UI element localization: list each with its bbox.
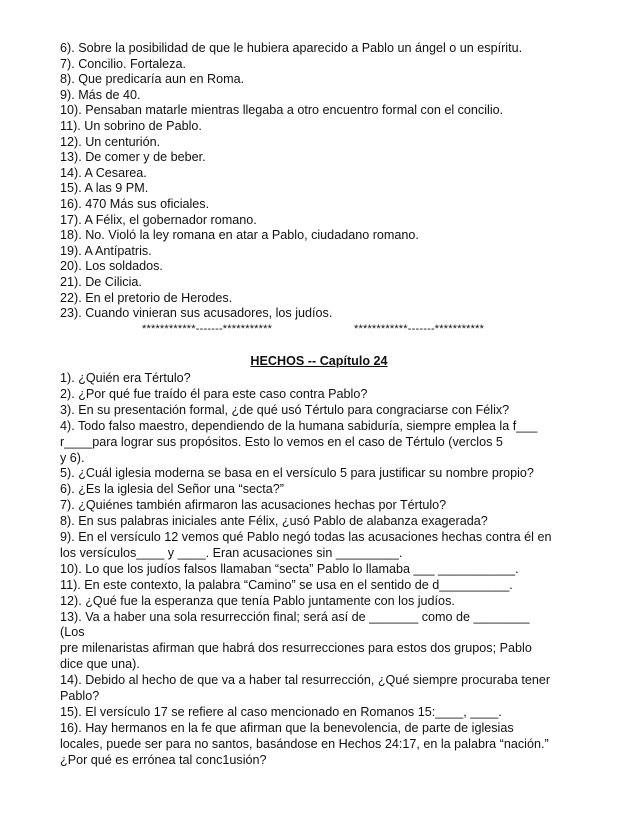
answer-line: 13). De comer y de beber.	[60, 150, 206, 165]
question-line: pre milenaristas afirman que habrá dos resurrecciones para estos dos grupos; Pablo	[60, 641, 532, 656]
question-line: ¿Por qué es errónea tal conc1usión?	[60, 752, 267, 767]
answer-line: 17). A Félix, el gobernador romano.	[60, 212, 257, 227]
question-line: los versículos____ y ____. Eran acusaciones sin _________.	[60, 545, 403, 560]
question-line: 9). En el versículo 12 vemos qué Pablo negó todas las acusaciones hechas contra él en	[60, 530, 552, 544]
answer-line: 10). Pensaban matarle mientras llegaba a otro encuentro formal con el concilio.	[60, 103, 504, 118]
answer-line: 23). Cuando vinieran sus acusadores, los judíos.	[60, 306, 333, 321]
answer-line: 15). A las 9 PM.	[60, 181, 149, 196]
answer-line: 22). En el pretorio de Herodes.	[60, 290, 233, 305]
question-line: 6). ¿Es la iglesia del Señor una “secta?”	[60, 482, 285, 497]
answer-line: 12). Un centurión.	[60, 134, 161, 149]
question-line: 1). ¿Quién era Tértulo?	[60, 371, 191, 385]
answer-line: 6). Sobre la posibilidad de que le hubiera aparecido a Pablo un ángel o un espíritu.	[60, 41, 523, 55]
answer-line: 16). 470 Más sus oficiales.	[60, 197, 210, 211]
answer-line: 9). Más de 40.	[60, 87, 141, 102]
question-line: y 6).	[60, 450, 85, 465]
question-line: locales, puede ser para no santos, basándose en Hechos 24:17, en la palabra “nación.”	[60, 736, 549, 751]
question-line: 8). En sus palabras iniciales ante Félix, ¿usó Pablo de alabanza exagerada?	[60, 514, 488, 529]
question-line: dice que una).	[60, 657, 140, 672]
answer-line: 18). No. Violó la ley romana en atar a Pablo, ciudadano romano.	[60, 228, 419, 243]
question-line: 5). ¿Cuál iglesia moderna se basa en el versículo 5 para justificar su nombre propio?	[60, 466, 534, 481]
answer-line: 11). Un sobrino de Pablo.	[60, 119, 202, 133]
question-line: Pablo?	[60, 689, 100, 703]
question-line: 12). ¿Qué fue la esperanza que tenía Pablo juntamente con los judíos.	[60, 593, 455, 608]
answer-line: 8). Que predicaría aun en Roma.	[60, 72, 245, 87]
question-line: 14). Debido al hecho de que va a haber tal resurrección, ¿Qué siempre procuraba tener	[60, 673, 551, 688]
answer-line: 14). A Cesarea.	[60, 165, 147, 180]
answer-line: 7). Concilio. Fortaleza.	[60, 56, 186, 71]
question-line: r____para lograr sus propósitos. Esto lo vemos en el caso de Tértulo (verclos 5	[60, 434, 503, 449]
answer-line: 19). A Antípatris.	[60, 243, 152, 258]
question-line: 13). Va a haber una sola resurrección final; será así de _______ como de ________	[60, 609, 530, 624]
answer-line: 21). De Cilicia.	[60, 275, 142, 289]
question-line: (Los	[60, 625, 85, 640]
question-line: 11). En este contexto, la palabra “Camino” se usa en el sentido de d__________.	[60, 577, 513, 592]
question-line: 15). El versículo 17 se refiere al caso mencionado en Romanos 15:____, ____.	[60, 704, 502, 719]
separator-right: ************-------***********	[354, 323, 485, 335]
question-line: 10). Lo que los judíos falsos llamaban “secta” Pablo lo llamaba ___ ___________.	[60, 561, 519, 576]
chapter-title: HECHOS -- Capítulo 24	[250, 354, 388, 368]
answer-line: 20). Los soldados.	[60, 259, 163, 274]
question-line: 3). En su presentación formal, ¿de qué usó Tértulo para congraciarse con Félix?	[60, 402, 510, 417]
question-line: 16). Hay hermanos en la fe que afirman que la benevolencia, de parte de iglesias	[60, 720, 514, 735]
question-line: 7). ¿Quiénes también afirmaron las acusaciones hechas por Tértulo?	[60, 498, 447, 513]
question-line: 2). ¿Por qué fue traído él para este caso contra Pablo?	[60, 386, 368, 401]
separator-left: ************-------***********	[142, 323, 273, 335]
question-line: 4). Todo falso maestro, dependiendo de la humana sabiduría, siempre emplea la f___	[60, 418, 538, 433]
